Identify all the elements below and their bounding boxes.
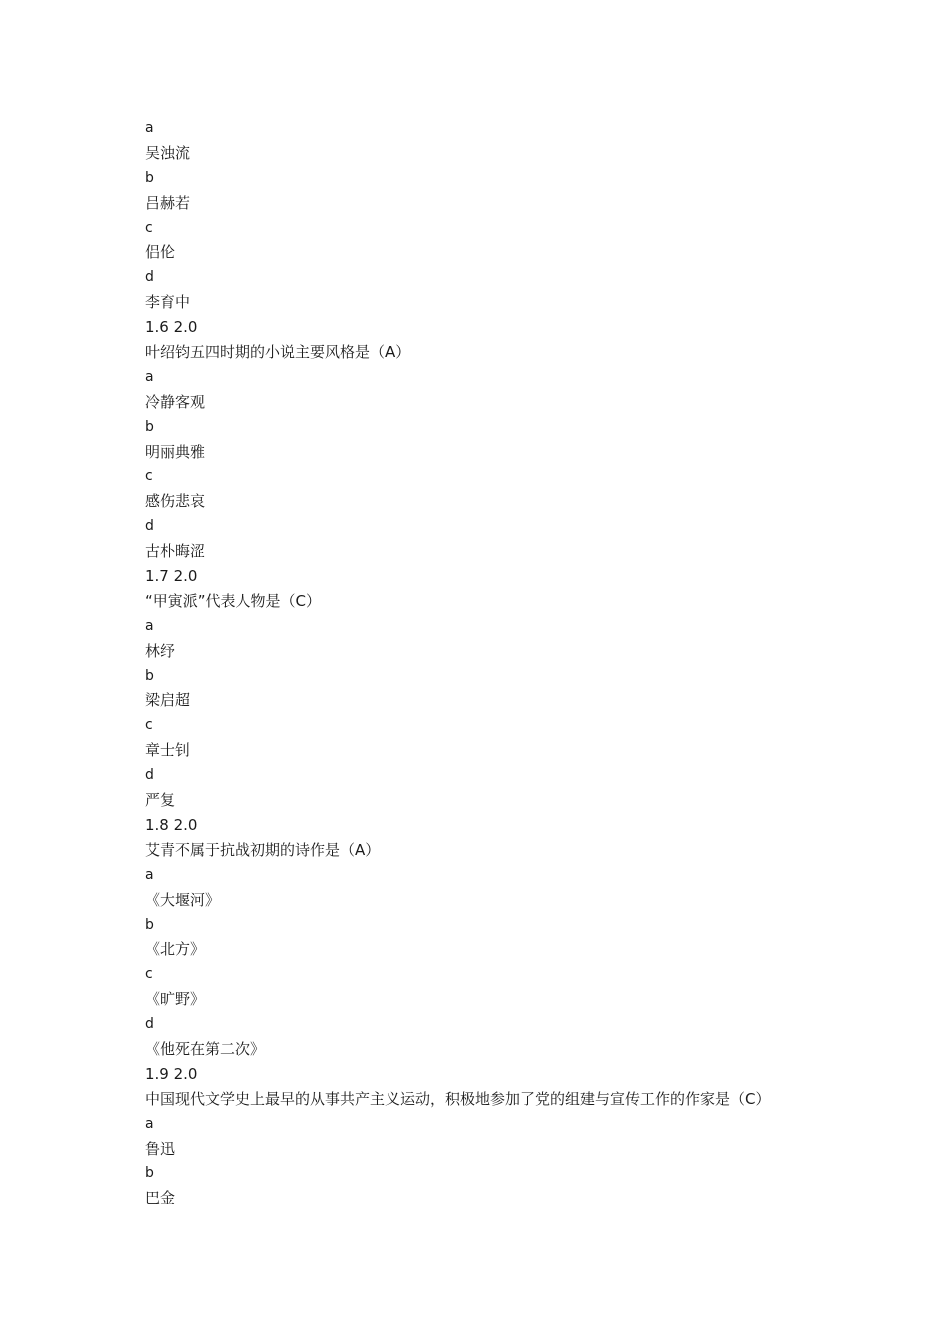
option-text: 鲁迅 <box>145 1139 176 1158</box>
question-text: “甲寅派”代表人物是（C） <box>145 591 322 610</box>
option-text: 吴浊流 <box>145 143 191 162</box>
option-text: 《旷野》 <box>145 990 206 1009</box>
option-letter: d <box>145 518 154 535</box>
option-text: 林纾 <box>145 641 176 660</box>
option-letter: d <box>145 269 154 286</box>
question-number: 1.6 2.0 <box>145 318 198 337</box>
option-text: 章士钊 <box>145 741 191 760</box>
option-text: 侣伦 <box>145 243 176 262</box>
option-letter: d <box>145 1016 154 1033</box>
option-letter: b <box>145 916 154 933</box>
question-text: 艾青不属于抗战初期的诗作是（A） <box>145 840 381 859</box>
question-list <box>145 116 845 1211</box>
option-letter: c <box>145 219 153 236</box>
option-text: 感伤悲哀 <box>145 492 206 511</box>
option-text: 梁启超 <box>145 691 191 710</box>
option-letter: c <box>145 966 153 983</box>
option-letter: b <box>145 667 154 684</box>
option-text: 《北方》 <box>145 940 206 959</box>
question-text: 中国现代文学史上最早的从事共产主义运动，积极地参加了党的组建与宣传工作的作家是（C） <box>145 1089 771 1108</box>
option-text: 吕赫若 <box>145 193 191 212</box>
question-number: 1.7 2.0 <box>145 567 198 586</box>
option-letter: a <box>145 617 154 634</box>
option-letter: a <box>145 866 154 883</box>
option-text: 古朴晦涩 <box>145 542 206 561</box>
option-text: 李育中 <box>145 293 191 312</box>
option-text: 冷静客观 <box>145 392 206 411</box>
option-text: 《大堰河》 <box>145 890 221 909</box>
option-letter: c <box>145 717 153 734</box>
option-text: 严复 <box>145 791 176 810</box>
option-letter: c <box>145 468 153 485</box>
option-letter: b <box>145 1165 154 1182</box>
option-text: 明丽典雅 <box>145 442 206 461</box>
option-letter: a <box>145 1115 154 1132</box>
option-letter: b <box>145 418 154 435</box>
option-letter: a <box>145 368 154 385</box>
option-text: 《他死在第二次》 <box>145 1039 266 1058</box>
question-text: 叶绍钧五四时期的小说主要风格是（A） <box>145 343 411 362</box>
option-letter: d <box>145 767 154 784</box>
option-letter: a <box>145 120 154 136</box>
option-text: 巴金 <box>145 1189 176 1208</box>
option-letter: b <box>145 169 154 186</box>
question-number: 1.9 2.0 <box>145 1064 198 1083</box>
question-number: 1.8 2.0 <box>145 815 198 834</box>
